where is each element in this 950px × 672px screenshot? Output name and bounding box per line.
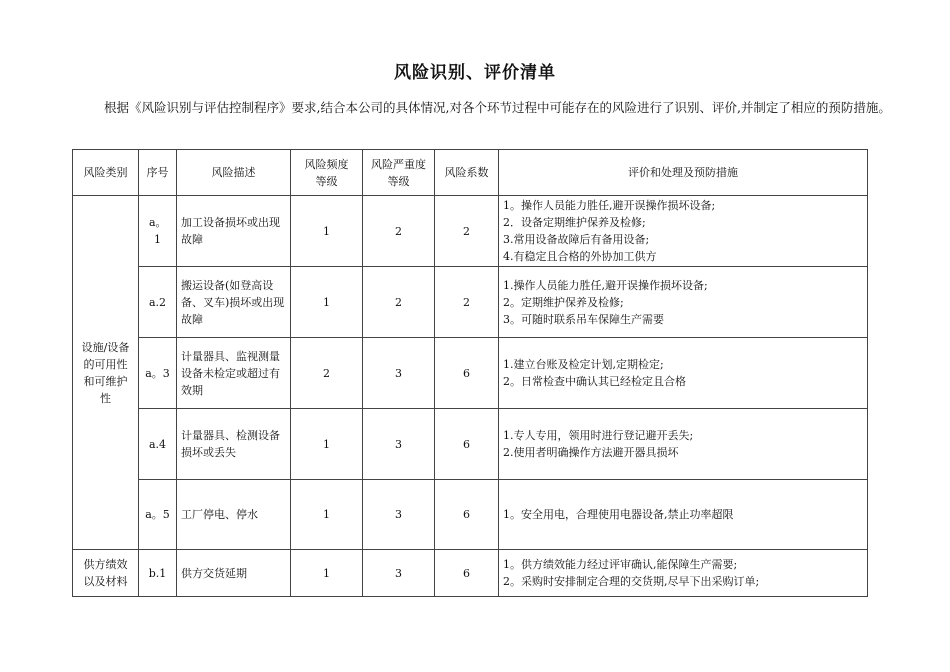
row-severity: 3	[363, 409, 435, 480]
table-row	[73, 267, 868, 338]
row-severity: 3	[363, 550, 435, 597]
row-number: a。5	[139, 480, 177, 550]
row-frequency: 1	[291, 196, 363, 267]
category-cell: 供方绩效以及材料	[73, 550, 139, 597]
row-description: 计量器具、监视测量设备未检定或超过有效期	[177, 338, 291, 409]
table-header-row	[73, 150, 868, 196]
measure-item: 2。日常检查中确认其已经检定且合格	[503, 375, 686, 388]
header-number: 序号	[139, 150, 177, 196]
row-measures	[499, 409, 868, 480]
row-severity: 2	[363, 196, 435, 267]
row-frequency: 1	[291, 409, 363, 480]
row-description: 加工设备损坏或出现故障	[177, 196, 291, 267]
measure-item: 1.操作人员能力胜任,避开误操作损坏设备;	[503, 278, 708, 292]
header-category: 风险类别	[73, 150, 139, 196]
measure-item: 1。安全用电，合理使用电器设备,禁止功率超限	[503, 508, 734, 521]
risk-table	[72, 149, 868, 597]
measure-item: 1。供方绩效能力经过评审确认,能保障生产需要;	[503, 558, 738, 571]
measure-item: 4.有稳定且合格的外协加工供方	[503, 250, 657, 263]
table-row	[73, 196, 868, 267]
row-number: a。1	[139, 196, 177, 267]
row-number: a.2	[139, 267, 177, 338]
row-measures	[499, 480, 868, 550]
table-row	[73, 338, 868, 409]
header-coefficient: 风险系数	[435, 150, 499, 196]
row-coefficient: 6	[435, 550, 499, 597]
table-row	[73, 480, 868, 550]
measure-item: 3。可随时联系吊车保障生产需要	[503, 312, 664, 326]
row-frequency: 1	[291, 550, 363, 597]
row-number: b.1	[139, 550, 177, 597]
row-severity: 3	[363, 338, 435, 409]
row-description: 搬运设备(如登高设备、叉车)损坏或出现故障	[177, 267, 291, 338]
header-severity: 风险严重度等级	[363, 150, 435, 196]
intro-paragraph: 根据《风险识别与评估控制程序》要求,结合本公司的具体情况,对各个环节过程中可能存在的风险进行了识别、评价,并制定了相应的预防措施。	[104, 100, 891, 115]
page-title: 风险识别、评价清单	[394, 63, 556, 83]
row-measures	[499, 196, 868, 267]
row-frequency: 1	[291, 267, 363, 338]
measure-item: 2。采购时安排制定合理的交货期,尽早下出采购订单;	[503, 575, 760, 588]
row-coefficient: 6	[435, 409, 499, 480]
row-coefficient: 2	[435, 267, 499, 338]
measure-item: 3.常用设备故障后有备用设备;	[503, 233, 650, 246]
row-severity: 3	[363, 480, 435, 550]
header-frequency: 风险频度等级	[291, 150, 363, 196]
measure-item: 1.建立台账及检定计划,定期检定;	[503, 358, 664, 371]
row-measures	[499, 550, 868, 597]
table-row	[73, 409, 868, 480]
row-frequency: 1	[291, 480, 363, 550]
row-severity: 2	[363, 267, 435, 338]
row-description: 工厂停电、停水	[177, 480, 291, 550]
row-description: 供方交货延期	[177, 550, 291, 597]
category-cell: 设施/设备的可用性和可维护性	[73, 196, 139, 550]
measure-item: 1。操作人员能力胜任,避开误操作损坏设备;	[503, 199, 716, 212]
measure-item: 1.专人专用，领用时进行登记避开丢失;	[503, 429, 694, 442]
table-row	[73, 550, 868, 597]
row-number: a。3	[139, 338, 177, 409]
measure-item: 2。定期维护保养及检修;	[503, 295, 624, 309]
row-coefficient: 2	[435, 196, 499, 267]
header-measures: 评价和处理及预防措施	[499, 150, 868, 196]
row-coefficient: 6	[435, 480, 499, 550]
row-measures	[499, 338, 868, 409]
row-frequency: 2	[291, 338, 363, 409]
measure-item: 2.使用者明确操作方法避开器具损坏	[503, 446, 679, 459]
row-coefficient: 6	[435, 338, 499, 409]
header-description: 风险描述	[177, 150, 291, 196]
measure-item: 2．设备定期维护保养及检修;	[503, 216, 646, 229]
row-number: a.4	[139, 409, 177, 480]
row-description: 计量器具、检测设备损坏或丢失	[177, 409, 291, 480]
row-measures	[499, 267, 868, 338]
